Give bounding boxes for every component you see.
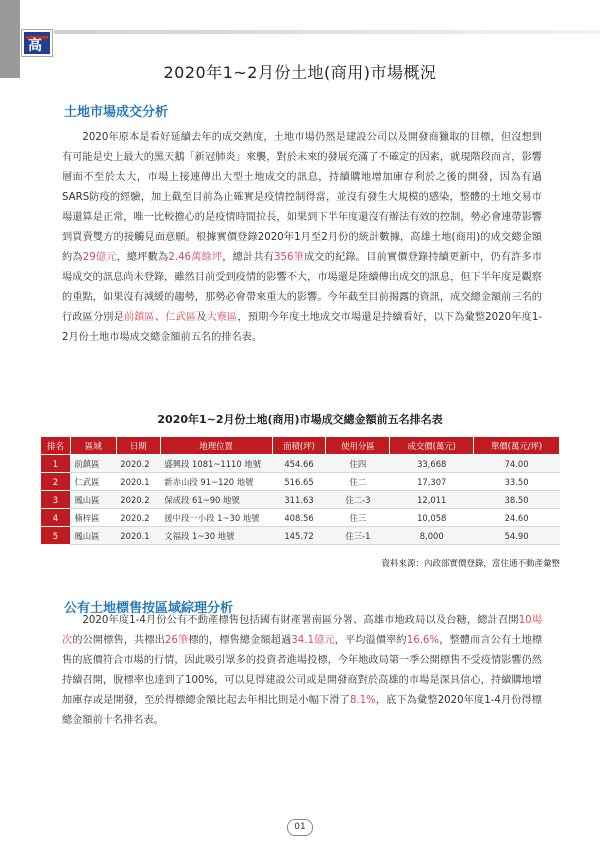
body-text: ，底下為彙整2020年度1-4月份得標總金額前十名排名表。 (62, 695, 542, 726)
column-header: 單價(萬元/坪) (474, 437, 560, 455)
table-cell: 仁武區 (70, 473, 116, 491)
table-cell: 408.56 (272, 509, 326, 527)
highlight-text: 16.6% (406, 635, 440, 646)
table-cell: 楠梓區 (70, 509, 116, 527)
body-text: 2020年度1-4月份公有不動產標售包括國有財產署南區分署、高雄市地政局以及台糖，總計召開 (82, 615, 519, 626)
header-stripe (54, 30, 600, 34)
table-cell: 2020.2 (116, 509, 160, 527)
table-row (41, 455, 560, 473)
body-text: ，總坪數為 (116, 252, 169, 263)
table-source: 資料來源：內政部實價登錄，富住通不動產彙整 (381, 559, 560, 569)
table-cell: 鳳山區 (70, 491, 116, 509)
kaohsiung-logo-icon (22, 30, 52, 56)
table-caption: 2020年1~2月份土地(商用)市場成交總金額前五名排名表 (157, 413, 443, 426)
table-cell: 2020.1 (116, 527, 160, 545)
table-cell: 24.60 (474, 509, 560, 527)
highlight-text: 2.46萬餘坪 (168, 252, 223, 263)
body-text: 、 (154, 312, 166, 323)
table-cell: 2020.2 (116, 455, 160, 473)
table-cell: 74.00 (474, 455, 560, 473)
table-row (41, 473, 560, 491)
highlight-text: 仁武區 (165, 312, 197, 323)
table-cell: 援中段一小段 1~30 地號 (160, 509, 272, 527)
table-row (41, 527, 560, 545)
table-cell: 12,011 (390, 491, 474, 509)
table-cell: 454.66 (272, 455, 326, 473)
highlight-text: 前鎮區 (123, 312, 155, 323)
table-cell: 住三-1 (326, 527, 390, 545)
table-cell: 2020.1 (116, 473, 160, 491)
rank-cell: 5 (41, 527, 71, 545)
body-text: 2020年原本是看好延續去年的成交熱度，土地市場仍然是建設公司以及開發商獵取的目標，但沒想到有可能是史上最大的黑天鵝「新冠肺炎」來襲，對於未來的發展充滿了不確定的因素，就現階段而言，影響層面不至於太大，市場上接連傳出大型土地成交的訊息，持續購地增加庫存利於之後的開發，因為有過SARS防疫的經驗，加上截至目前為止確實是疫情控制得當，並沒有發生大規模的感染，整體的土地交易市場還算是正常，唯一比較擔心的是疫情時間拉長，如果到下半年度還沒有辦法有效的控制，勢必會連帶影響到買賣雙方的接觸見面意願。根據實價登錄2020年1月至2月份的統計數據，高雄土地(商用)的成交總金額約為 (62, 132, 542, 263)
table-cell: 8,000 (390, 527, 474, 545)
column-header: 成交價(萬元) (390, 437, 474, 455)
body-text: 的公開標售，共標出 (72, 635, 165, 646)
page-number: 01 (287, 819, 313, 836)
highlight-text: 大寮區 (206, 312, 238, 323)
body-text: ，預期今年度土地成交市場還是持續看好，以下為彙整2020年度1-2月份土地市場成交總金額前五名的排名表。 (62, 312, 543, 343)
table-row (41, 491, 560, 509)
table-cell: 前鎮區 (70, 455, 116, 473)
highlight-text: 8.1% (349, 695, 376, 706)
section-title-public-land: 公有土地標售按區域綜理分析 (64, 601, 234, 616)
body-text: 及 (196, 312, 207, 323)
column-header: 日期 (116, 437, 160, 455)
rank-cell: 2 (41, 473, 71, 491)
table-cell: 住二-3 (326, 491, 390, 509)
column-header: 地理位置 (160, 437, 272, 455)
highlight-text: 356筆 (274, 252, 305, 263)
rank-cell: 3 (41, 491, 71, 509)
table-cell: 住四 (326, 455, 390, 473)
body-text: ，總計共有 (222, 252, 275, 263)
ranking-table (40, 436, 560, 545)
table-header-row (41, 437, 560, 455)
column-header: 區域 (70, 437, 116, 455)
paragraph-land-transactions (62, 128, 542, 348)
logo-char: 高 (28, 38, 42, 54)
table-cell: 住二 (326, 473, 390, 491)
rank-cell: 1 (41, 455, 71, 473)
table-cell: 住三 (326, 509, 390, 527)
highlight-text: 26筆 (164, 635, 189, 646)
highlight-text: 34.1億元 (291, 635, 335, 646)
table-row (41, 509, 560, 527)
table-cell: 38.50 (474, 491, 560, 509)
highlight-text: 10場次 (62, 615, 543, 646)
highlight-text: 29億元 (82, 252, 117, 263)
body-text: 標的，標售總金額超過 (188, 635, 292, 646)
table-cell: 新赤山段 91~120 地號 (160, 473, 272, 491)
rank-cell: 4 (41, 509, 71, 527)
body-text: 成交的紀錄。目前實價登錄持續更新中，仍有許多市場成交的訊息尚未登錄，雖然目前受到疫情的影響不大，市場還是陸續傳出成交的訊息，但下半年度是觀察的重點，如果沒有減緩的趨勢，那勢必會帶來重大的影響。今年截至目前揭露的資訊，成交總金額前三名的行政區分別是 (62, 252, 543, 323)
section-title-land-transactions: 土地市場成交分析 (64, 105, 169, 120)
column-header: 使用分區 (326, 437, 390, 455)
page-title: 2020年1~2月份土地(商用)市場概況 (163, 63, 437, 82)
paragraph-public-land (62, 611, 542, 731)
table-cell: 保成段 61~90 地號 (160, 491, 272, 509)
table-cell: 516.65 (272, 473, 326, 491)
column-header: 面積(坪) (272, 437, 326, 455)
table-cell: 鳳山區 (70, 527, 116, 545)
body-text: ，整體而言公有土地標售的底價符合市場的行情，因此吸引眾多的投資者進場投標，今年地政局第一季公開標售不受疫情影響仍然持續召開，脫標率也達到了100%，可以見得建設公司或是開發商對於高雄的市場是深具信心，持續購地增加庫存或是開發，至於得標總金額比起去年相比則是小幅下滑了 (62, 635, 543, 706)
table-cell: 54.90 (474, 527, 560, 545)
table-cell: 33.50 (474, 473, 560, 491)
table-cell: 盛興段 1081~1110 地號 (160, 455, 272, 473)
table-cell: 10,058 (390, 509, 474, 527)
table-cell: 17,307 (390, 473, 474, 491)
table-cell: 文福段 1~30 地號 (160, 527, 272, 545)
table-cell: 2020.2 (116, 491, 160, 509)
table-cell: 33,668 (390, 455, 474, 473)
body-text: ，平均溢價率約 (334, 635, 407, 646)
table-cell: 311.63 (272, 491, 326, 509)
column-header: 排名 (41, 437, 71, 455)
table-cell: 145.72 (272, 527, 326, 545)
